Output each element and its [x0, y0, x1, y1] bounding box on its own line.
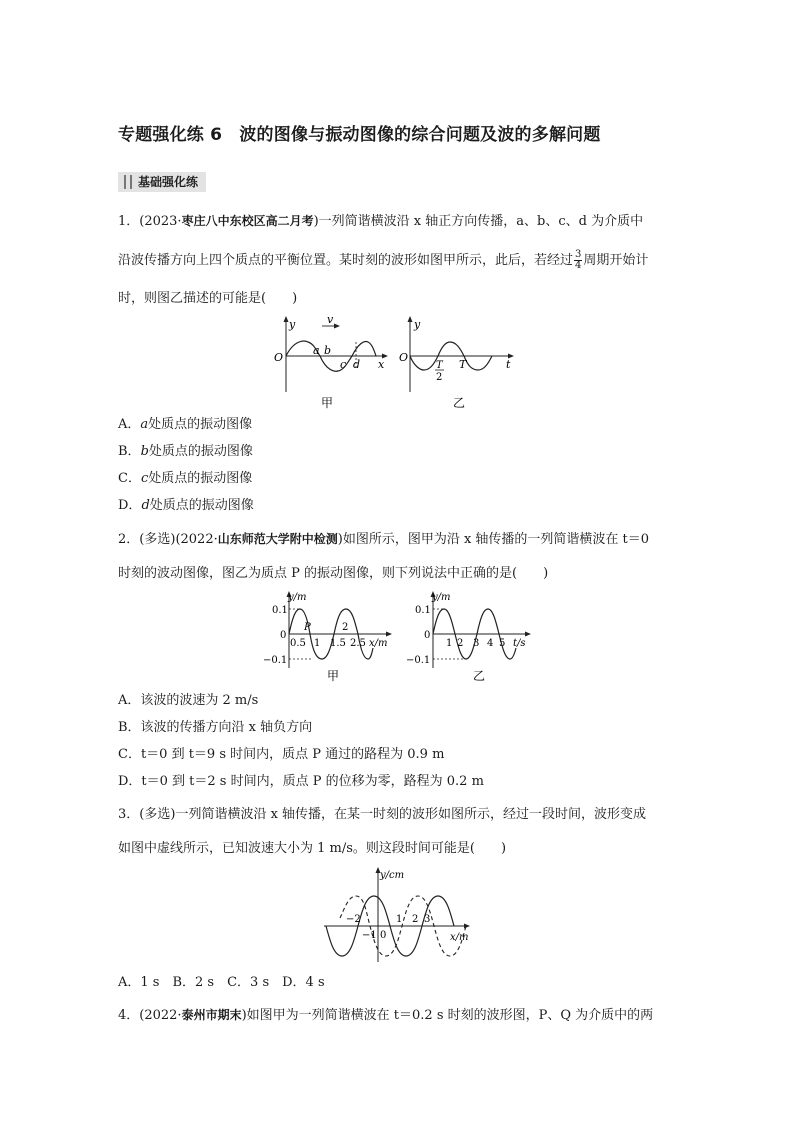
q2-jia-tick-15: 1.5 — [330, 638, 346, 649]
q2-jia-P: P — [304, 622, 311, 633]
q3-tick-2: 2 — [412, 914, 419, 925]
q3-number: 3． — [118, 807, 140, 822]
q1-text1: 一列简谐横波沿 x 轴正方向传播，a、b、c、d 为介质中 — [318, 214, 644, 229]
q1-source: 枣庄八中东校区高二月考 — [181, 214, 314, 228]
q3-line1 — [118, 806, 646, 824]
q1-yi-y-label: y — [414, 318, 421, 331]
q1-jia-caption: 甲 — [321, 396, 334, 410]
q1-option-b-text: 处质点的振动图像 — [148, 444, 253, 459]
q3-x-arrow-icon — [464, 924, 470, 929]
q1-fraction — [574, 250, 582, 271]
q1-line1 — [118, 212, 643, 231]
q4-number: 4． — [118, 1008, 140, 1023]
q1-option-a-text: 处质点的振动图像 — [148, 417, 253, 432]
q1-jia-a: a — [313, 344, 320, 357]
q2-option-d[interactable]: D．t＝0 到 t＝2 s 时间内，质点 P 的位移为零，路程为 0.2 m — [118, 774, 484, 789]
q2-yi-tick-top: 0.1 — [415, 605, 431, 616]
q2-text1: 如图所示，图甲为沿 x 轴传播的一列简谐横波在 t＝0 — [342, 532, 650, 547]
q3-tick-1: 1 — [396, 914, 403, 925]
q2-line1 — [118, 530, 649, 549]
q1-option-c-text: 处质点的振动图像 — [148, 471, 253, 486]
q1-figure-yi — [398, 316, 520, 412]
q1-option-d-text: 处质点的振动图像 — [149, 498, 254, 513]
q1-frac-num: 3 — [575, 249, 582, 260]
section-bars-icon — [124, 175, 132, 189]
q3-tick-zero: 0 — [380, 930, 387, 941]
q1-text2a: 沿波传播方向上四个质点的平衡位置。某时刻的波形如图甲所示，此后，若经过 — [118, 253, 574, 268]
q1-line3: 时，则图乙描述的可能是( ) — [118, 291, 298, 306]
q1-option-c-var: c — [140, 471, 149, 486]
q3-tick-m2: −2 — [346, 914, 361, 925]
q1-source-close: ) — [313, 214, 319, 229]
q3-figure — [320, 866, 476, 966]
q1-option-c-label: C． — [118, 471, 141, 486]
q2-yi-tick-2: 2 — [457, 638, 464, 649]
q2-jia-tick-2: 2 — [342, 622, 349, 633]
q1-jia-c: c — [340, 358, 347, 371]
q1-jia-v-label: v — [327, 316, 334, 326]
q2-option-a[interactable]: A．该波的波速为 2 m/s — [118, 693, 259, 708]
page-title: 专题强化练 6 波的图像与振动图像的综合问题及波的多解问题 — [118, 125, 601, 145]
q2-yi-x-label: t/s — [513, 638, 526, 649]
q1-yi-T: T — [459, 358, 467, 371]
q1-yi-y-arrow-icon — [408, 316, 413, 322]
q1-jia-b: b — [324, 344, 332, 357]
section-label — [118, 172, 206, 192]
q3-tick-3: 3 — [424, 914, 431, 925]
q2-yi-tick-4: 4 — [487, 638, 494, 649]
q1-option-d-var: d — [141, 498, 150, 513]
q3-y-label: y/cm — [380, 870, 405, 881]
q1-jia-d: d — [353, 358, 361, 371]
q1-line2 — [118, 250, 648, 271]
q1-option-a-label: A． — [118, 417, 141, 432]
q2-source: 山东师范大学附中检测 — [217, 532, 338, 546]
q1-option-a[interactable] — [118, 416, 252, 434]
q3-line2: 如图中虚线所示，已知波速大小为 1 m/s。则这段时间可能是( ) — [118, 841, 507, 856]
section-label-text: 基础强化练 — [138, 175, 199, 189]
q2-yi-y-label: y/m — [432, 592, 451, 603]
q2-figure-jia — [260, 590, 396, 686]
q2-yi-tick-zero: 0 — [424, 630, 431, 641]
q1-option-b[interactable] — [118, 443, 253, 461]
q1-jia-v-arrow-icon — [334, 324, 340, 329]
q2-jia-tick-zero: 0 — [280, 630, 287, 641]
q1-jia-x-label: x — [378, 358, 385, 371]
q2-jia-caption: 甲 — [327, 669, 340, 683]
q2-jia-tick-top: 0.1 — [272, 605, 288, 616]
q2-yi-x-arrow-icon — [525, 632, 531, 637]
q2-jia-tick-1: 1 — [314, 638, 321, 649]
q1-jia-y-label: y — [289, 318, 296, 331]
q1-option-d[interactable] — [118, 497, 254, 515]
q1-option-b-label: B． — [118, 444, 141, 459]
q3-tick-m1: −1 — [362, 930, 377, 941]
q2-figure-yi — [403, 590, 535, 686]
q2-option-c[interactable]: C．t＝0 到 t＝9 s 时间内，质点 P 通过的路程为 0.9 m — [118, 747, 445, 762]
q4-source: 泰州市期末 — [181, 1008, 242, 1022]
q2-jia-y-label: y/m — [288, 592, 307, 603]
q2-yi-tick-1: 1 — [446, 638, 453, 649]
q1-yi-half-T-den: 2 — [436, 372, 443, 383]
q1-frac-den: 4 — [575, 260, 582, 271]
q4-text1: 如图甲为一列简谐横波在 t＝0.2 s 时刻的波形图，P、Q 为介质中的两 — [246, 1008, 654, 1023]
q1-yi-half-T-num: T — [436, 360, 443, 371]
q4-line1 — [118, 1006, 653, 1025]
q3-spacer — [328, 940, 356, 956]
q1-jia-y-arrow-icon — [284, 316, 289, 322]
q2-yi-tick-5: 5 — [499, 638, 506, 649]
q2-tag: (多选) — [139, 532, 176, 547]
q1-text2b: 周期开始计 — [583, 253, 649, 268]
q1-jia-origin: O — [274, 351, 284, 364]
q2-yi-caption: 乙 — [473, 669, 486, 683]
q4-source-close: ) — [241, 1008, 247, 1023]
q3-text1: 一列简谐横波沿 x 轴传播，在某一时刻的波形如图所示，经过一段时间，波形变成 — [175, 807, 647, 822]
q1-yi-caption: 乙 — [453, 396, 466, 410]
q1-option-c[interactable] — [118, 470, 252, 488]
q2-number: 2． — [118, 532, 140, 547]
q2-source-open: (2022· — [175, 532, 218, 547]
q1-option-d-label: D． — [118, 498, 142, 513]
q1-source-open: (2023· — [139, 214, 182, 229]
q1-number: 1． — [118, 214, 140, 229]
q4-source-open: (2022· — [139, 1008, 182, 1023]
q2-jia-x-arrow-icon — [386, 632, 392, 637]
q1-yi-t-label: t — [506, 358, 511, 371]
q2-yi-tick-3: 3 — [473, 638, 480, 649]
q1-yi-origin: O — [399, 351, 409, 364]
q2-jia-tick-25: 2.5 — [350, 638, 366, 649]
q2-option-b[interactable]: B．该波的传播方向沿 x 轴负方向 — [118, 720, 313, 735]
q3-x-label: x/m — [450, 932, 469, 943]
q3-options[interactable]: A．1 s B．2 s C．3 s D．4 s — [118, 975, 325, 990]
q2-jia-x-label: x/m — [369, 638, 388, 649]
q2-source-close: ) — [337, 532, 343, 547]
q2-yi-tick-bottom: −0.1 — [406, 655, 431, 666]
q2-jia-tick-05: 0.5 — [290, 638, 306, 649]
q1-option-b-var: b — [140, 444, 149, 459]
q1-option-a-var: a — [140, 417, 149, 432]
q1-figure-jia — [268, 316, 392, 412]
q3-tag: (多选) — [139, 807, 176, 822]
q2-line2: 时刻的波动图像，图乙为质点 P 的振动图像，则下列说法中正确的是( ) — [118, 566, 549, 581]
q2-jia-tick-bottom: −0.1 — [263, 655, 288, 666]
